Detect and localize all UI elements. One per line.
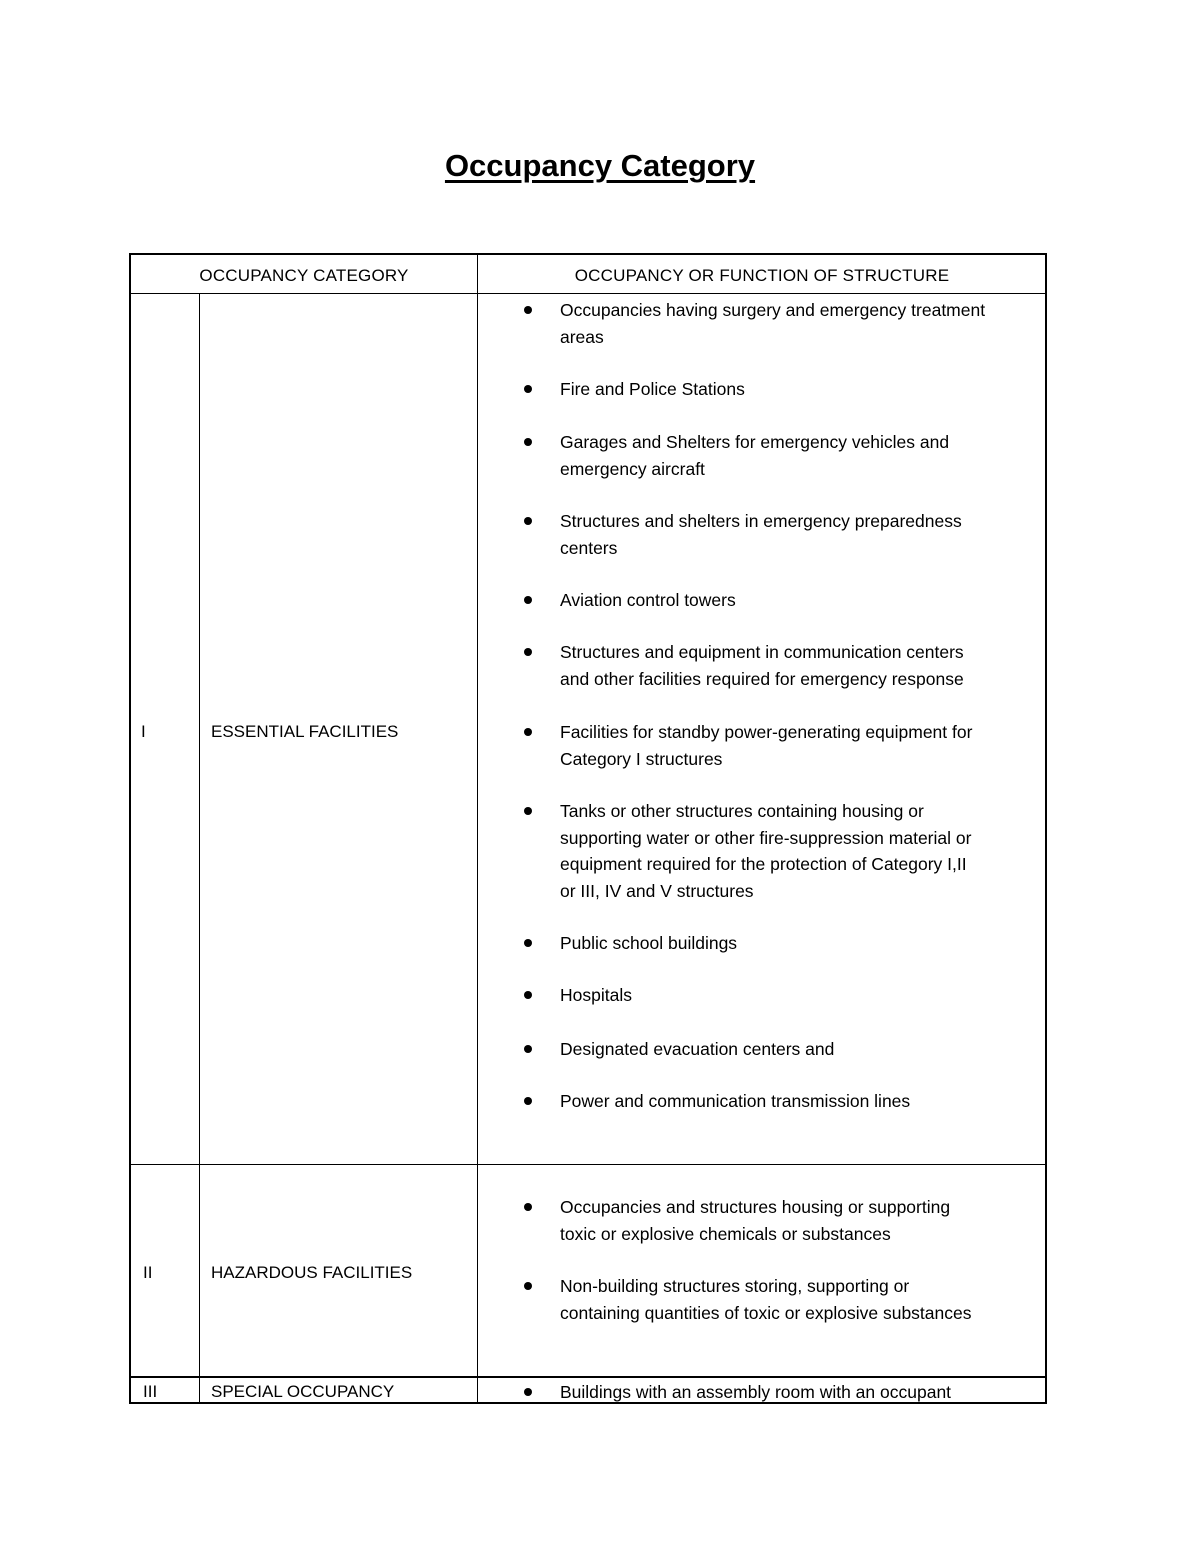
list-item-text — [560, 1036, 834, 1063]
list-item-line: Fire and Police Stations — [560, 379, 745, 399]
row-2-number: II — [143, 1263, 153, 1282]
list-item-line: Non-building structures storing, supporting or — [560, 1276, 910, 1296]
list-item-line: Occupancies having surgery and emergency treatment — [560, 300, 986, 320]
list-item-text — [560, 508, 962, 561]
row-1-number: I — [141, 722, 146, 741]
column-divider — [199, 293, 200, 1404]
list-item-text — [560, 376, 745, 403]
list-item-line: areas — [560, 326, 604, 347]
list-item-line: Facilities for standby power-generating equipment for — [560, 722, 973, 742]
list-item-line: Power and communication transmission lines — [560, 1091, 911, 1111]
list-item-text — [560, 297, 985, 350]
list-item-line: emergency aircraft — [560, 458, 705, 479]
bullet-icon — [524, 596, 532, 604]
bullet-icon — [524, 991, 532, 999]
row-1-name: ESSENTIAL FACILITIES — [211, 722, 399, 741]
list-item-line: Occupancies and structures housing or supporting — [560, 1197, 951, 1217]
header-occupancy-function: OCCUPANCY OR FUNCTION OF STRUCTURE — [574, 266, 950, 285]
list-item-line: Hospitals — [560, 985, 632, 1005]
row-divider — [131, 1376, 1045, 1378]
list-item-line: Structures and shelters in emergency preparedness — [560, 511, 962, 531]
list-item-line: equipment required for the protection of Category I,II — [560, 854, 967, 874]
bullet-icon — [524, 1097, 532, 1105]
bullet-icon — [524, 1388, 532, 1396]
list-item-line: Tanks or other structures containing housing or — [560, 801, 924, 821]
bullet-icon — [524, 306, 532, 314]
occupancy-table — [129, 253, 1047, 1404]
list-item-line: Public school buildings — [560, 933, 738, 953]
row-3-name: SPECIAL OCCUPANCY — [211, 1382, 395, 1401]
row-divider — [131, 1164, 1045, 1165]
bullet-icon — [524, 728, 532, 736]
list-item-line: containing quantities of toxic or explosive substances — [560, 1302, 972, 1323]
bullet-icon — [524, 807, 532, 815]
list-item-text — [560, 587, 736, 614]
bullet-icon — [524, 1045, 532, 1053]
list-item-line: or III, IV and V structures — [560, 880, 754, 901]
bullet-icon — [524, 1203, 532, 1211]
list-item-text — [560, 1088, 910, 1115]
list-item-line: Garages and Shelters for emergency vehicles and — [560, 432, 950, 452]
bullet-icon — [524, 517, 532, 525]
list-item-line: Category I structures — [560, 748, 723, 769]
row-2-name: HAZARDOUS FACILITIES — [211, 1263, 413, 1282]
list-item-text — [560, 1273, 972, 1326]
bullet-icon — [524, 648, 532, 656]
list-item-text — [560, 1379, 951, 1406]
list-item-line: Aviation control towers — [560, 590, 736, 610]
bullet-icon — [524, 1282, 532, 1290]
list-item-text — [560, 719, 972, 772]
list-item-text — [560, 639, 964, 692]
list-item-text — [560, 429, 949, 482]
bullet-icon — [524, 438, 532, 446]
list-item-text — [560, 930, 737, 957]
column-divider — [477, 255, 478, 1404]
list-item-line: toxic or explosive chemicals or substances — [560, 1223, 891, 1244]
list-item-text — [560, 1194, 950, 1247]
page-title: Occupancy Category — [444, 148, 756, 183]
list-item-line: Structures and equipment in communication centers — [560, 642, 964, 662]
list-item-line: supporting water or other fire-suppression material or — [560, 827, 972, 848]
header-divider — [131, 293, 1045, 294]
header-occupancy-category: OCCUPANCY CATEGORY — [199, 266, 409, 285]
bullet-icon — [524, 385, 532, 393]
list-item-text — [560, 982, 632, 1009]
list-item-line: centers — [560, 537, 618, 558]
list-item-line: Buildings with an assembly room with an occupant — [560, 1382, 952, 1402]
list-item-line: and other facilities required for emergency response — [560, 668, 964, 689]
bullet-icon — [524, 939, 532, 947]
list-item-line: Designated evacuation centers and — [560, 1039, 835, 1059]
row-3-number: III — [143, 1382, 158, 1401]
list-item-text — [560, 798, 971, 904]
